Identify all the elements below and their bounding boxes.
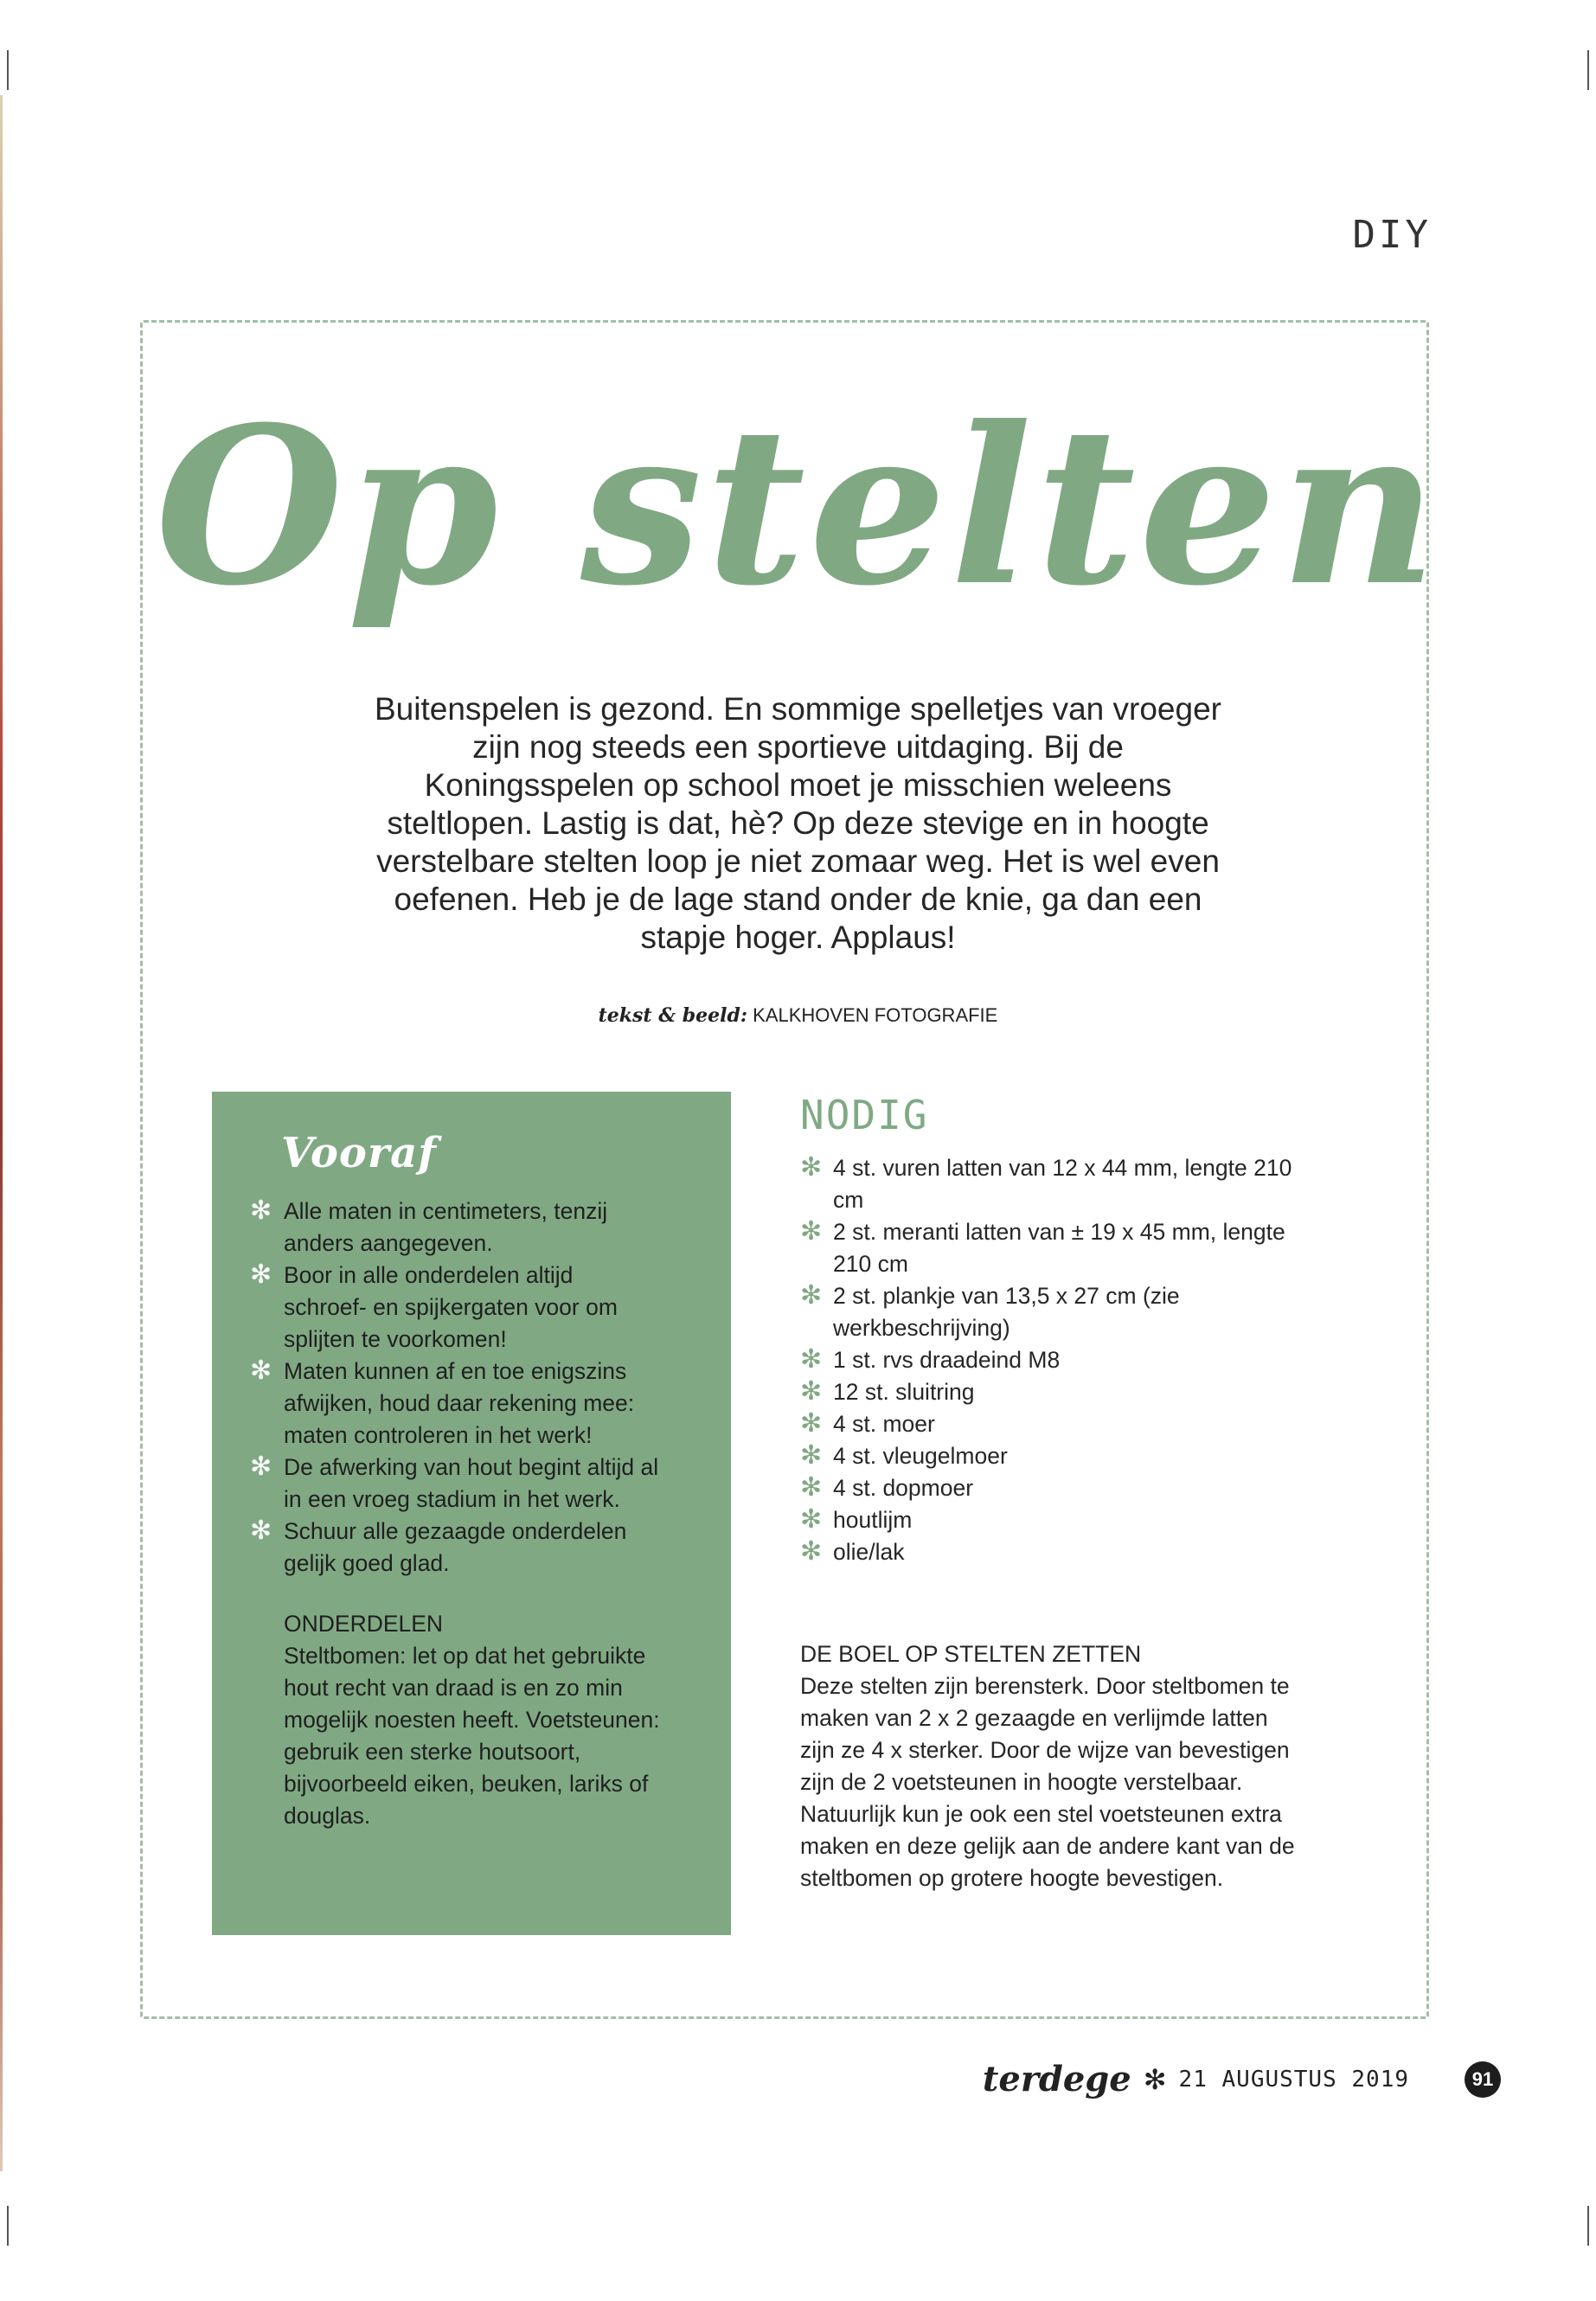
- list-item: ✻ 2 st. plankje van 13,5 x 27 cm (zie werkbeschrijving): [800, 1281, 1180, 1341]
- asterisk-icon: ✻: [800, 1217, 823, 1246]
- vooraf-list: [212, 1195, 662, 1580]
- list-item: ✻ 2 st. meranti latten van ± 19 x 45 mm, lengte 210 cm: [800, 1217, 1285, 1277]
- list-item: ✻ 4 st. vuren latten van 12 x 44 mm, lengte 210 cm: [800, 1153, 1292, 1213]
- asterisk-icon: ✻: [800, 1505, 823, 1534]
- crop-mark: [7, 2206, 9, 2246]
- crop-mark: [1587, 2206, 1589, 2246]
- asterisk-icon: ✻: [800, 1377, 823, 1406]
- howto-heading: DE BOEL OP STELTEN ZETTEN: [800, 1641, 1142, 1667]
- asterisk-icon: ✻: [250, 1452, 272, 1481]
- list-item: ✻ 4 st. moer: [800, 1409, 935, 1438]
- parts-section: [284, 1608, 682, 1832]
- issue-date: 21 AUGUSTUS 2019: [1178, 2066, 1409, 2093]
- vooraf-box: [212, 1092, 731, 1935]
- asterisk-icon: ✻: [800, 1281, 823, 1310]
- magazine-brand: terdege: [982, 2059, 1131, 2099]
- asterisk-icon: ✻: [1143, 2063, 1167, 2095]
- list-item: ✻ Alle maten in centimeters, tenzij anders aangegeven.: [250, 1196, 608, 1256]
- howto-text: Deze stelten zijn berensterk. Door steltbomen te maken van 2 x 2 gezaagde en verlijmde latten zijn ze 4 x sterker. Door de wijze van bevestigen zijn de 2 voetsteunen in hoogte verstelbaar. Natuurlijk kun je ook een stel voetsteunen extra maken en deze gelijk aan de andere kant van de steltbomen op grotere hoogte bevestigen.: [800, 1673, 1295, 1891]
- asterisk-icon: ✻: [800, 1441, 823, 1470]
- asterisk-icon: ✻: [800, 1345, 823, 1374]
- list-item: ✻ olie/lak: [800, 1537, 905, 1566]
- credit-label: tekst & beeld:: [598, 1004, 748, 1027]
- parts-text: Steltbomen: let op dat het gebruikte hout recht van draad is en zo min mogelijk noesten heeft. Voetsteunen: gebruik een sterke houtsoort, bijvoorbeeld eiken, beuken, lariks of douglas.: [284, 1643, 660, 1829]
- credit-line: [0, 1004, 1596, 1027]
- list-item: ✻ houtlijm: [800, 1505, 913, 1534]
- page-footer: [983, 2059, 1501, 2099]
- parts-heading: ONDERDELEN: [284, 1611, 444, 1637]
- nodig-section: [800, 1092, 1302, 1568]
- vooraf-title: Vooraf: [281, 1129, 437, 1177]
- asterisk-icon: ✻: [250, 1516, 272, 1545]
- list-item: ✻ Boor in alle onderdelen altijd schroef- en spijkergaten voor om splijten te voorkomen!: [250, 1260, 618, 1352]
- list-item: ✻ 4 st. dopmoer: [800, 1473, 974, 1502]
- asterisk-icon: ✻: [800, 1153, 823, 1182]
- section-label: DIY: [1352, 213, 1432, 257]
- crop-mark: [1587, 50, 1589, 90]
- page-number: 91: [1465, 2061, 1501, 2098]
- asterisk-icon: ✻: [250, 1196, 272, 1225]
- list-item: ✻ De afwerking van hout begint altijd al in een vroeg stadium in het werk.: [250, 1452, 659, 1512]
- page-title: Op stelten: [155, 379, 1441, 633]
- asterisk-icon: ✻: [250, 1356, 272, 1385]
- asterisk-icon: ✻: [800, 1537, 823, 1566]
- crop-mark: [7, 50, 9, 90]
- list-item: ✻ 4 st. vleugelmoer: [800, 1441, 1008, 1470]
- list-item: ✻ 12 st. sluitring: [800, 1377, 975, 1406]
- intro-paragraph: Buitenspelen is gezond. En sommige spelletjes van vroeger zijn nog steeds een sportieve uitdaging. Bij de Koningsspelen op school moet je misschien weleens steltlopen. Lastig is dat, hè? Op deze stevige en in hoogte verstelbare stelten loop je niet zomaar weg. Het is wel even oefenen. Heb je de lage stand onder de knie, ga dan een stapje hoger. Applaus!: [374, 691, 1221, 955]
- list-item: ✻ Schuur alle gezaagde onderdelen gelijk goed glad.: [250, 1516, 627, 1576]
- asterisk-icon: ✻: [800, 1409, 823, 1438]
- list-item: ✻ Maten kunnen af en toe enigszins afwijken, houd daar rekening mee: maten controleren in het werk!: [250, 1356, 635, 1448]
- nodig-title: NODIG: [800, 1092, 929, 1138]
- credit-value: KALKHOVEN FOTOGRAFIE: [753, 1004, 998, 1026]
- asterisk-icon: ✻: [800, 1473, 823, 1502]
- howto-section: [800, 1638, 1302, 1894]
- asterisk-icon: ✻: [250, 1260, 272, 1289]
- nodig-list: [800, 1152, 1302, 1568]
- list-item: ✻ 1 st. rvs draadeind M8: [800, 1345, 1061, 1374]
